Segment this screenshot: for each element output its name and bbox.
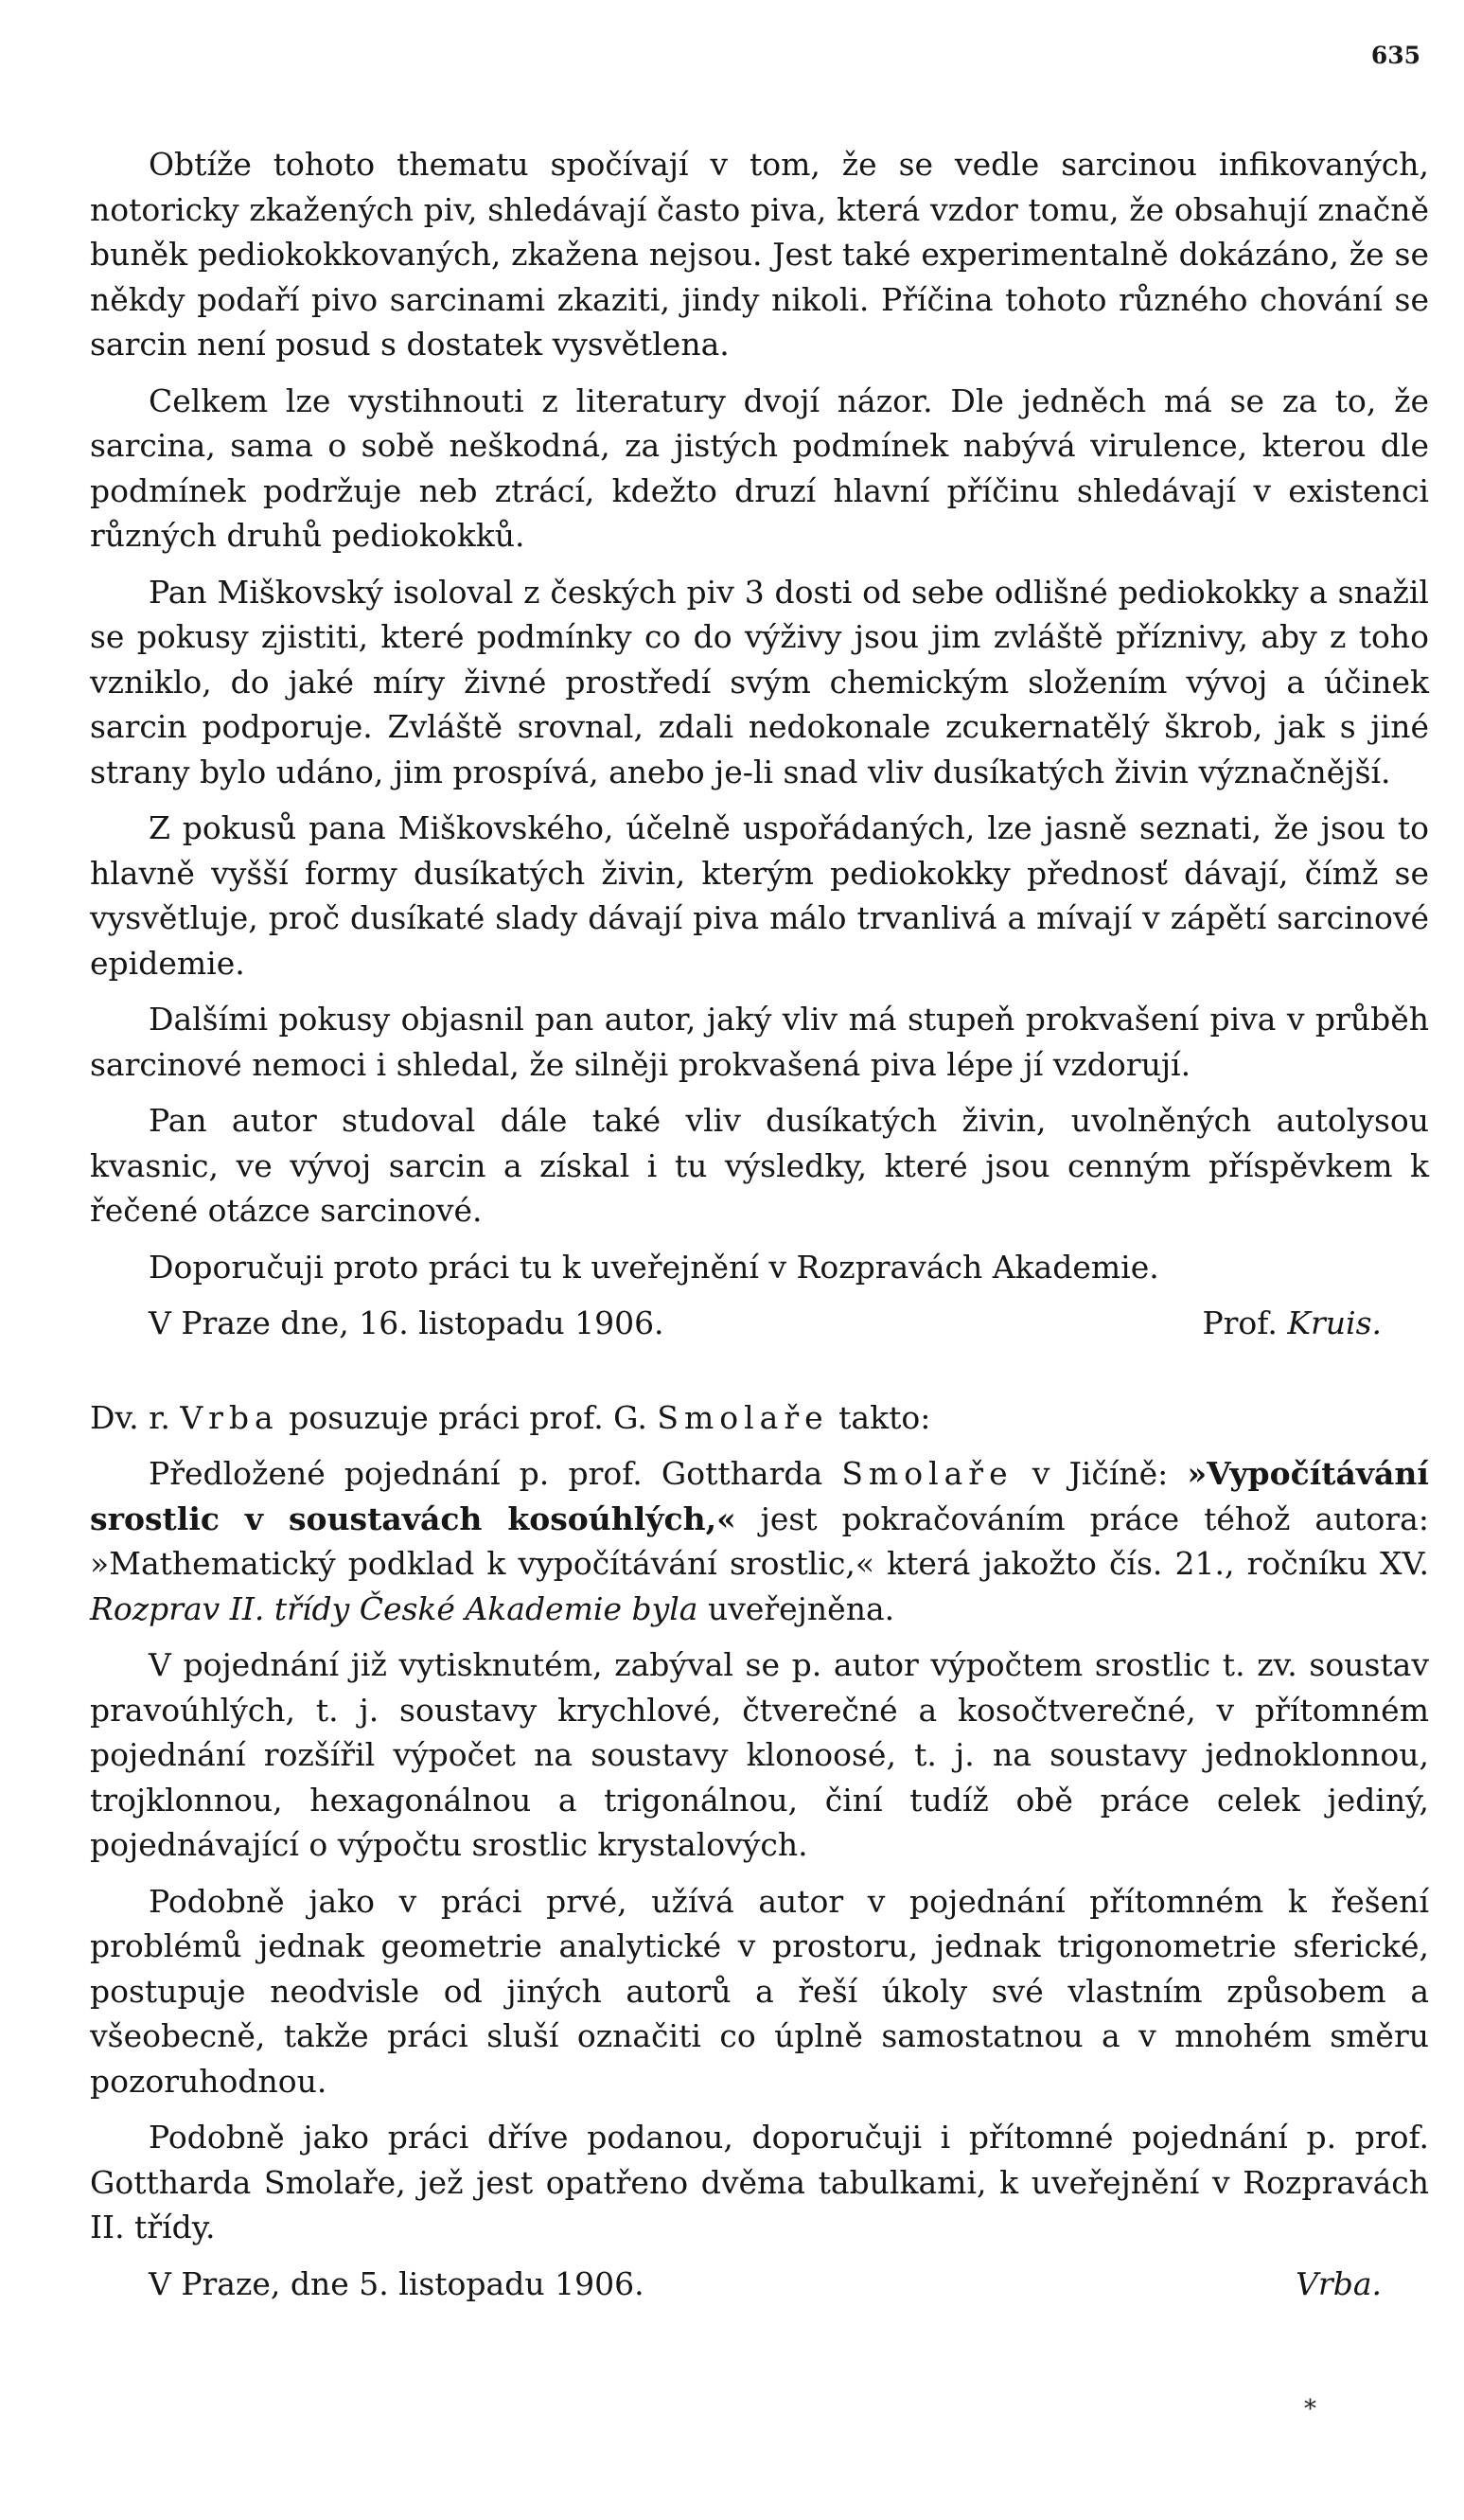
review-vrba	[90, 1395, 1429, 2307]
intro-middle: posuzuje práci prof. G.	[289, 1398, 647, 1436]
page-content	[90, 142, 1429, 2317]
intro-suffix: takto:	[838, 1398, 931, 1436]
place-date: V Praze, dne 5. listopadu 1906.	[149, 2264, 644, 2302]
author-name: Smolaře	[841, 1455, 1014, 1492]
paragraph	[90, 1451, 1429, 1631]
text-span: jest pokračováním práce téhož autora: »Mathematický podklad k vypočítávání srostlic,« která jakožto čís. 21., ročníku XV.	[90, 1500, 1429, 1582]
intro-prefix: Dv. r.	[90, 1398, 170, 1436]
page-number: 635	[1370, 42, 1420, 69]
signoff-vrba	[90, 2262, 1429, 2307]
signoff-kruis	[90, 1301, 1429, 1346]
work-title: »Vypočítávání srostlic v soustavách kosoúhlých,«	[90, 1455, 1429, 1537]
footer-asterisk: *	[1304, 2395, 1316, 2423]
italic-span: Rozprav II. třídy České Akademie byla	[90, 1589, 698, 1627]
paragraph: Z pokusů pana Miškovského, účelně uspořádaných, lze jasně seznati, že jsou to hlavně vyšší formy dusíkatých živin, kterým pediokokky přednosť dávají, čímž se vysvětluje, proč dusíkaté slady dávají piva málo trvanlivá a mívají v zápětí sarcinové epidemie.	[90, 809, 1429, 982]
text-span: Předložené pojednání p. prof. Gottharda	[149, 1455, 823, 1492]
review-intro	[90, 1395, 1429, 1441]
paragraph: Podobně jako v práci prvé, užívá autor v pojednání přítomném k řešení problémů jednak geometrie analytické v prostoru, jednak trigonometrie sferické, postupuje neodvisle od jiných autorů a řeší úkoly své vlastním způsobem a všeobecně, takže práci sluší označiti co úplně samostatnou a v mnohém směru pozoruhodnou.	[90, 1882, 1429, 2100]
paragraph: Celkem lze vystihnouti z literatury dvojí názor. Dle jedněch má se za to, že sarcina, sama o sobě neškodná, za jistých podmínek nabývá virulence, kterou dle podmínek podržuje neb ztrácí, kdežto druzí hlavní příčinu shledávají v existenci různých druhů pediokokků.	[90, 382, 1429, 554]
recommendation: Podobně jako práci dříve podanou, doporučuji i přítomné pojednání p. prof. Gottharda Smolaře, jež jest opatřeno dvěma tabulkami, k uveřejnění v Rozpravách II. třídy.	[90, 2119, 1429, 2245]
signature-name: Kruis.	[1287, 1304, 1382, 1341]
text-span: uveřejněna.	[707, 1589, 895, 1627]
signature-prefix: Prof.	[1202, 1304, 1278, 1341]
signature-name: Vrba.	[1296, 2264, 1382, 2302]
paragraph: Dalšími pokusy objasnil pan autor, jaký vliv má stupeň prokvašení piva v průběh sarcinové nemoci i shledal, že silněji prokvašená piva lépe jí vzdorují.	[90, 1001, 1429, 1083]
paragraph: Obtíže tohoto thematu spočívají v tom, že se vedle sarcinou infikovaných, notoricky zkažených piv, shledávají často piva, která vzdor tomu, že obsahují značně buněk pediokokkovaných, zkažena nejsou. Jest také experimentalně dokázáno, že se někdy podaří pivo sarcinami zkaziti, jindy nikoli. Příčina tohoto různého chování se sarcin není posud s dostatek vysvětlena.	[90, 146, 1429, 363]
signature	[1202, 1301, 1382, 1346]
text-span: v Jičíně:	[1032, 1455, 1169, 1492]
paragraph: Pan Miškovský isoloval z českých piv 3 dosti od sebe odlišné pediokokky a snažil se pokusy zjistiti, které podmínky co do výživy jsou jim zvláště příznivy, aby z toho vzniklo, do jaké míry živné prostředí svým chemickým složením vývoj a účinek sarcin podporuje. Zvláště srovnal, zdali nedokonale zcukernatělý škrob, jak s jiné strany bylo udáno, jim prospívá, anebo je-li snad vliv dusíkatých živin význačnější.	[90, 573, 1429, 790]
paragraph: Pan autor studoval dále také vliv dusíkatých živin, uvolněných autolysou kvasnic, ve vývoj sarcin a získal i tu výsledky, které jsou cenným příspěvkem k řečené otázce sarcinové.	[90, 1102, 1429, 1229]
author-name: Smolaře	[657, 1398, 829, 1436]
review-kruis	[90, 142, 1429, 1346]
reviewer-name: Vrba	[180, 1398, 279, 1436]
recommendation: Doporučuji proto práci tu k uveřejnění v Rozpravách Akademie.	[149, 1248, 1159, 1286]
place-date: V Praze dne, 16. listopadu 1906.	[149, 1304, 664, 1341]
paragraph: V pojednání již vytisknutém, zabýval se p. autor výpočtem srostlic t. zv. soustav pravoúhlých, t. j. soustavy krychlové, čtverečné a kosočtverečné, v přítomném pojednání rozšířil výpočet na soustavy klonoosé, t. j. na soustavy jednoklonnou, trojklonnou, hexagonálnou a trigonálnou, činí tudíž obě práce celek jediný, pojednávající o výpočtu srostlic krystalových.	[90, 1646, 1429, 1863]
